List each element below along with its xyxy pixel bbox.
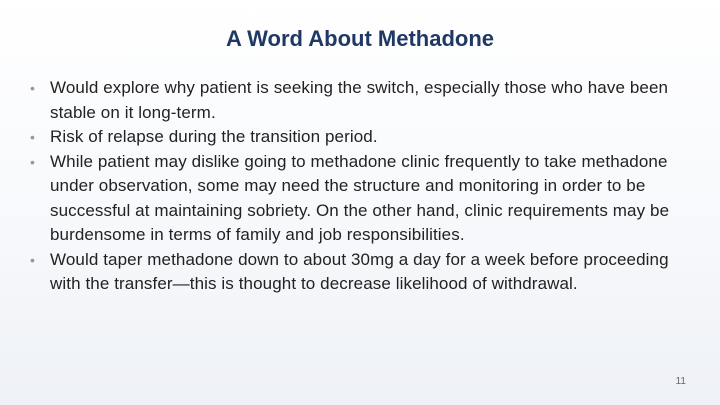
bullet-icon: •: [30, 129, 36, 145]
slide-title: A Word About Methadone: [225, 26, 495, 51]
bullet-list: [30, 76, 695, 297]
bullet-item: [30, 76, 695, 125]
bullet-icon: •: [30, 80, 36, 96]
bullet-text: Would taper methadone down to about 30mg a day for a week before proceeding with the transfer—this is thought to decrease likelihood of withdrawal.: [50, 249, 669, 293]
bullet-icon: •: [30, 251, 36, 268]
bullet-icon: •: [30, 153, 36, 170]
bullet-item: [30, 125, 695, 150]
bullet-item: [30, 248, 695, 297]
bullet-text: Would explore why patient is seeking the switch, especially those who have been stable on it long-term.: [50, 78, 669, 122]
page-number: 11: [675, 376, 686, 387]
bullet-item: [30, 150, 695, 248]
bullet-text: While patient may dislike going to methadone clinic frequently to take methadone under observation, some may need the structure and monitoring in order to be successful at maintaining sobriety. On the other hand, clinic requirements may be burdensome in terms of family and job responsibilities.: [50, 151, 670, 244]
bullet-text: Risk of relapse during the transition period.: [50, 127, 378, 146]
